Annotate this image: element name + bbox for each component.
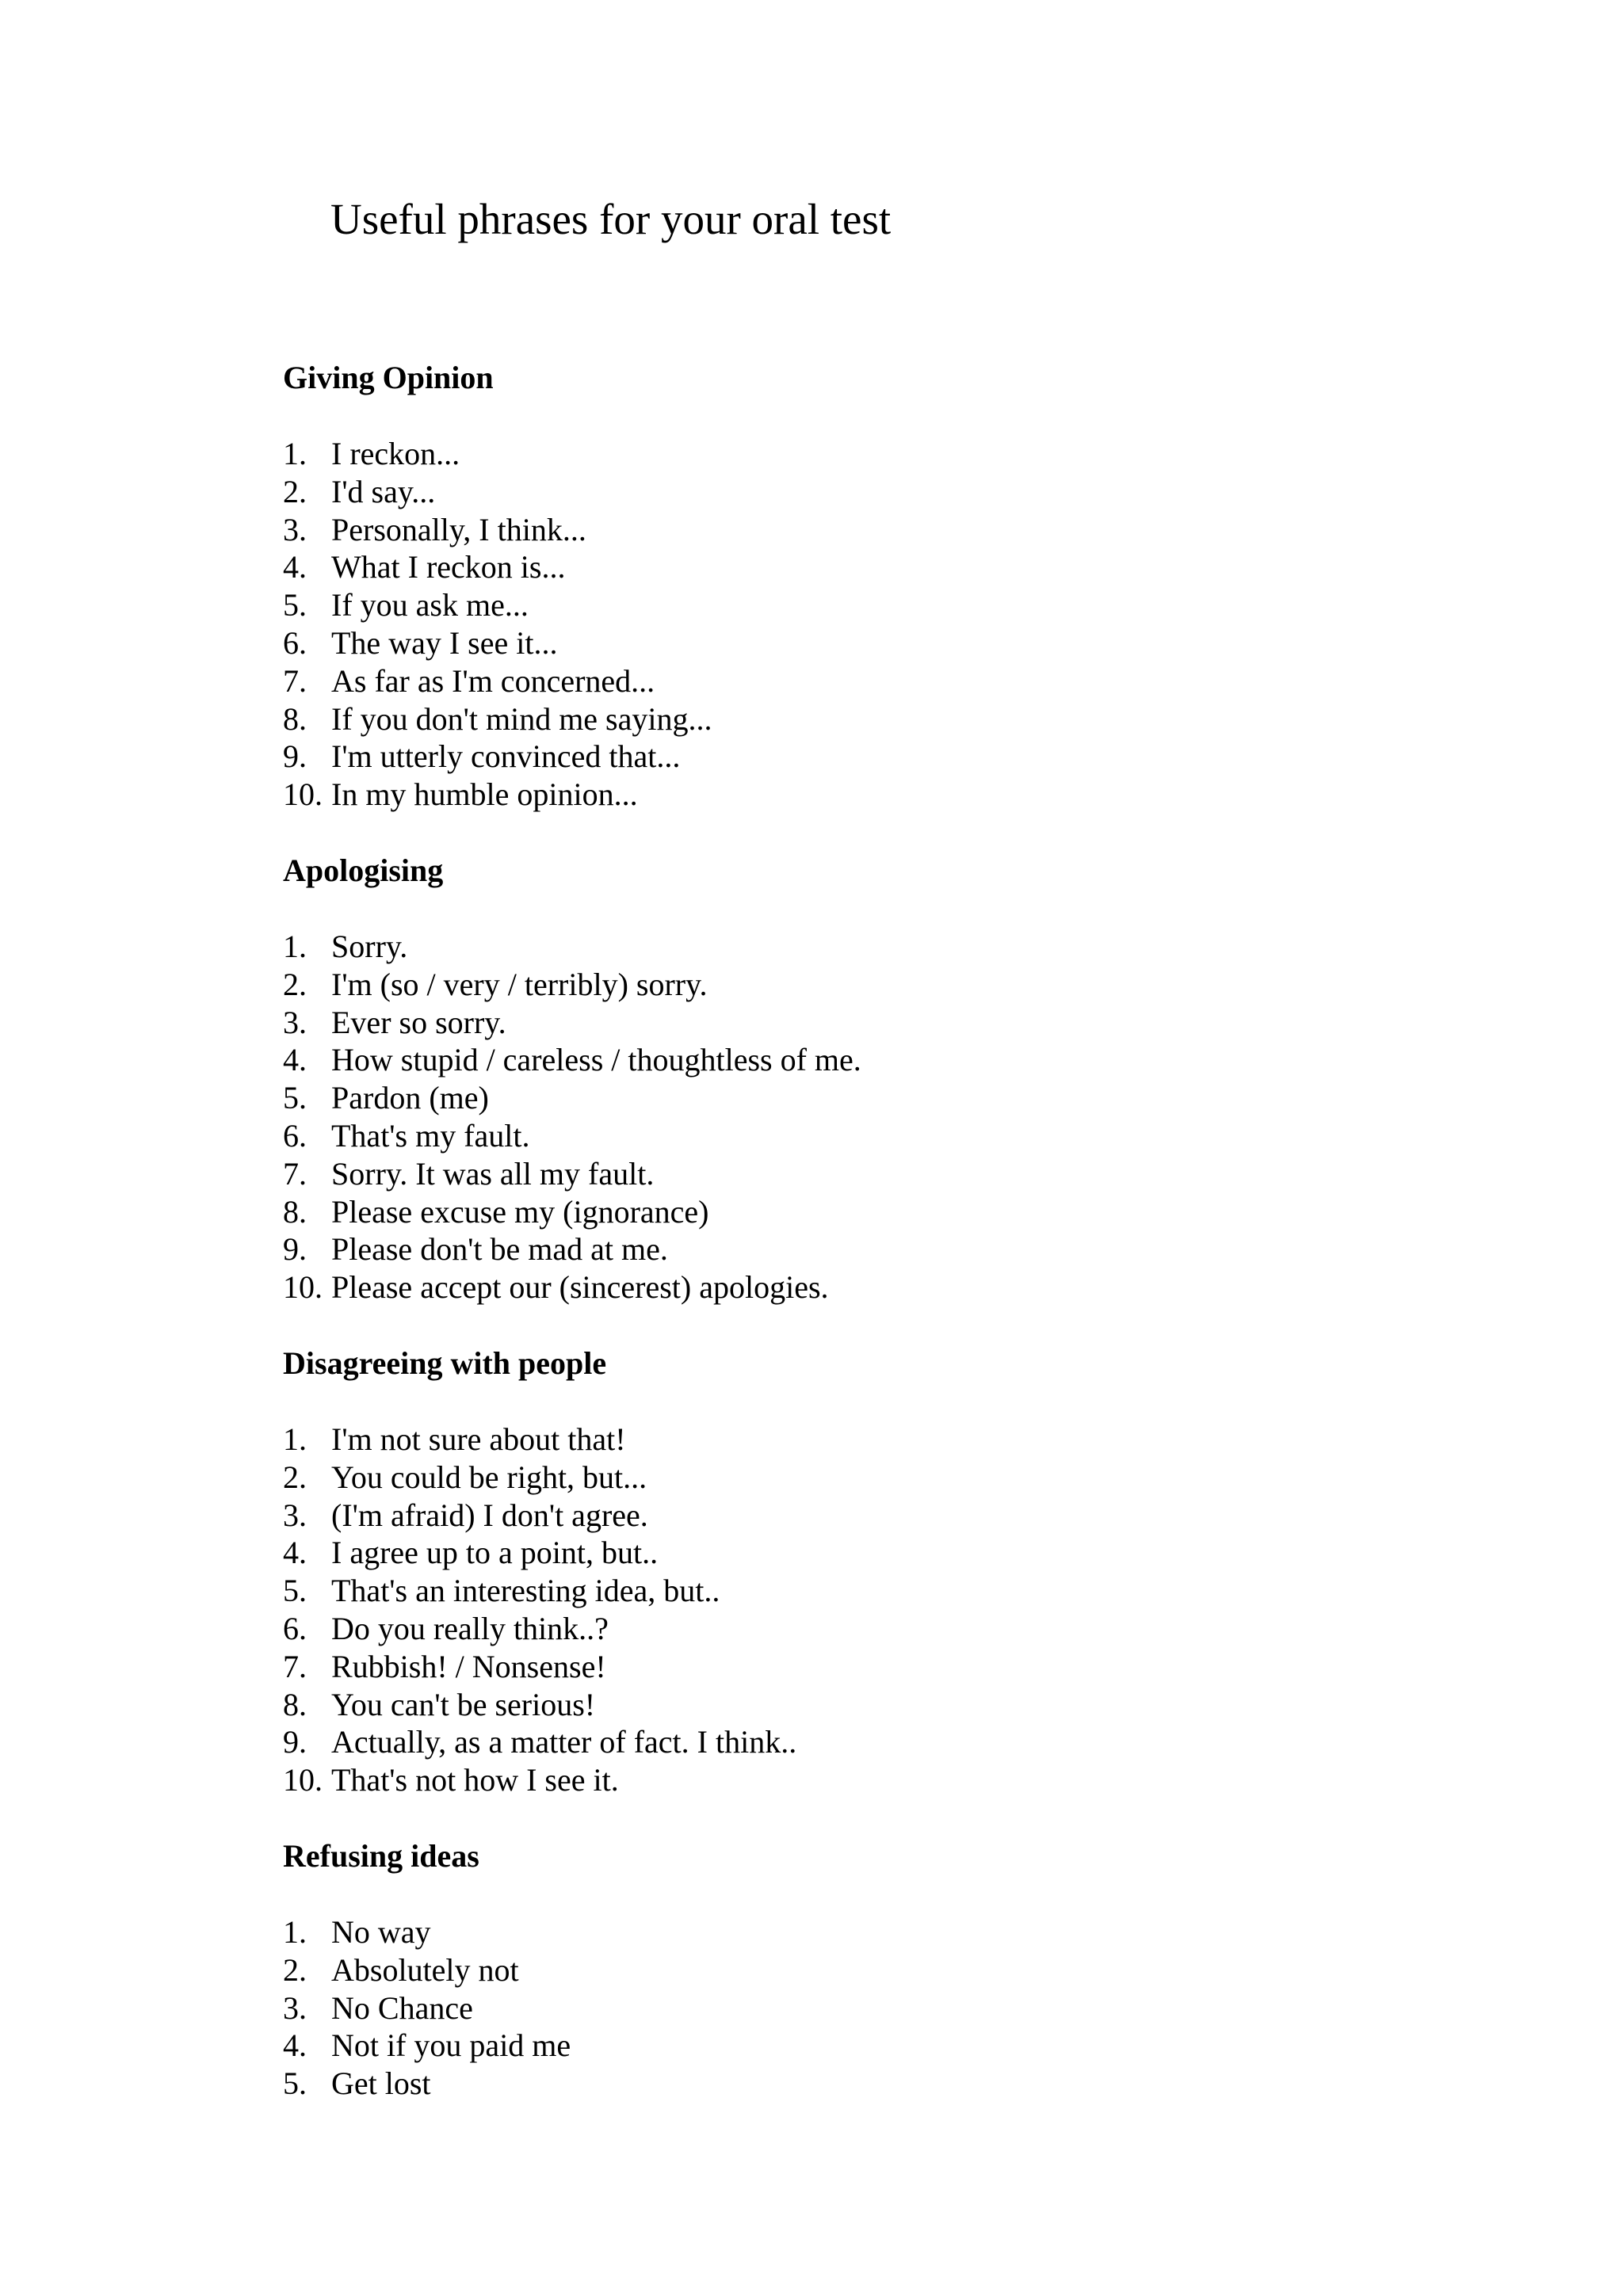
list-item	[283, 511, 1472, 549]
list-item-number: 8.	[283, 1193, 307, 1230]
list-item-number: 1.	[283, 1914, 307, 1950]
list-item-number: 5.	[283, 1573, 307, 1609]
list-item-number: 8.	[283, 1686, 307, 1722]
list-item-text: The way I see it...	[331, 624, 558, 661]
list-item	[283, 1951, 1472, 1989]
list-item-number: 3.	[283, 1989, 307, 2026]
section-heading: Refusing ideas	[283, 1838, 479, 1874]
list-item-text: I'm (so / very / terribly) sorry.	[331, 966, 708, 1002]
list-item	[283, 473, 1472, 511]
section-heading: Giving Opinion	[283, 360, 494, 395]
list-item-number: 5.	[283, 2065, 307, 2102]
list-item	[283, 1913, 1472, 1951]
list-item-text: If you don't mind me saying...	[331, 700, 712, 737]
section-heading: Disagreeing with people	[283, 1345, 607, 1381]
list-item-text: No way	[331, 1914, 431, 1950]
list-item-number: 8.	[283, 700, 307, 737]
list-item-number: 3.	[283, 511, 307, 547]
list-item-text: What I reckon is...	[331, 549, 566, 585]
list-item-text: As far as I'm concerned...	[331, 662, 655, 699]
list-item-text: Not if you paid me	[331, 2027, 571, 2064]
list-item-text: Sorry. It was all my fault.	[331, 1155, 655, 1192]
list-item	[283, 435, 1472, 473]
list-item	[283, 548, 1472, 586]
list-item	[283, 2065, 1472, 2103]
list-item-text: Absolutely not	[331, 1951, 519, 1988]
list-item-number: 9.	[283, 738, 307, 775]
list-item-text: Sorry.	[331, 929, 408, 964]
phrase-list	[283, 435, 1472, 814]
list-item-text: Get lost	[331, 2065, 431, 2102]
list-item	[283, 1079, 1472, 1117]
list-item-number: 6.	[283, 1117, 307, 1154]
list-item	[283, 1459, 1472, 1497]
list-item	[283, 1723, 1472, 1761]
list-item	[283, 928, 1472, 966]
section-heading: Apologising	[283, 852, 444, 888]
list-item-number: 5.	[283, 1080, 307, 1116]
list-item-text: You could be right, but...	[331, 1459, 647, 1495]
list-item	[283, 1193, 1472, 1231]
document-title: Useful phrases for your oral test	[330, 195, 892, 243]
list-item-text: No Chance	[331, 1989, 473, 2026]
list-item-number: 1.	[283, 436, 307, 471]
list-item	[283, 1648, 1472, 1686]
list-item	[283, 1421, 1472, 1459]
list-item-number: 10.	[283, 1762, 323, 1798]
list-item	[283, 1268, 1472, 1306]
list-item	[283, 700, 1472, 738]
list-item-number: 7.	[283, 1648, 307, 1684]
list-item-number: 7.	[283, 1155, 307, 1192]
list-item-text: Please excuse my (ignorance)	[331, 1193, 709, 1230]
list-item-number: 5.	[283, 587, 307, 624]
list-item-text: I agree up to a point, but..	[331, 1535, 659, 1571]
list-item-text: That's my fault.	[331, 1117, 530, 1154]
list-item-number: 4.	[283, 2027, 307, 2064]
list-item	[283, 1155, 1472, 1193]
list-item-text: I'm not sure about that!	[331, 1421, 626, 1457]
list-item	[283, 738, 1472, 776]
list-item-text: If you ask me...	[331, 587, 529, 624]
list-item	[283, 966, 1472, 1004]
section-disagreeing	[283, 1344, 1472, 1799]
list-item-number: 1.	[283, 1421, 307, 1457]
phrase-list	[283, 1421, 1472, 1799]
list-item	[283, 1534, 1472, 1572]
section-refusing-ideas	[283, 1837, 1472, 2103]
list-item-number: 2.	[283, 1459, 307, 1495]
list-item	[283, 624, 1472, 662]
list-item-number: 1.	[283, 929, 307, 964]
list-item-number: 9.	[283, 1231, 307, 1268]
list-item-text: Actually, as a matter of fact. I think..	[331, 1724, 797, 1760]
section-apologising	[283, 852, 1472, 1306]
list-item-text: I'm utterly convinced that...	[331, 738, 681, 775]
list-item-number: 10.	[283, 1269, 323, 1306]
list-item	[283, 1610, 1472, 1648]
list-item-text: Ever so sorry.	[331, 1004, 506, 1040]
list-item-number: 2.	[283, 1951, 307, 1988]
list-item-number: 9.	[283, 1724, 307, 1760]
list-item	[283, 1686, 1472, 1724]
list-item-text: Rubbish! / Nonsense!	[331, 1648, 606, 1684]
list-item-number: 4.	[283, 1535, 307, 1571]
list-item-text: That's not how I see it.	[331, 1762, 619, 1798]
list-item-number: 6.	[283, 624, 307, 661]
list-item-text: Please accept our (sincerest) apologies.	[331, 1269, 829, 1306]
list-item-text: Personally, I think...	[331, 511, 586, 547]
list-item	[283, 1230, 1472, 1268]
list-item	[283, 586, 1472, 624]
list-item	[283, 1004, 1472, 1042]
list-item	[283, 662, 1472, 700]
list-item-text: You can't be serious!	[331, 1686, 596, 1722]
list-item-text: Do you really think..?	[331, 1610, 609, 1646]
list-item-number: 3.	[283, 1497, 307, 1533]
list-item-text: (I'm afraid) I don't agree.	[331, 1497, 648, 1533]
list-item-number: 10.	[283, 776, 323, 813]
list-item	[283, 2027, 1472, 2065]
list-item	[283, 1572, 1472, 1610]
list-item-text: I'd say...	[331, 473, 436, 509]
list-item	[283, 1117, 1472, 1155]
list-item-number: 4.	[283, 1042, 307, 1078]
phrase-list	[283, 1913, 1472, 2103]
phrase-list	[283, 928, 1472, 1306]
list-item	[283, 1761, 1472, 1799]
list-item-text: In my humble opinion...	[331, 776, 638, 813]
list-item	[283, 776, 1472, 814]
list-item-text: That's an interesting idea, but..	[331, 1573, 720, 1609]
list-item	[283, 1041, 1472, 1079]
list-item-number: 6.	[283, 1610, 307, 1646]
list-item-text: I reckon...	[331, 436, 460, 471]
list-item	[283, 1497, 1472, 1535]
list-item-text: Please don't be mad at me.	[331, 1231, 668, 1268]
list-item-number: 7.	[283, 662, 307, 699]
list-item-number: 4.	[283, 549, 307, 585]
list-item-number: 2.	[283, 966, 307, 1002]
section-giving-opinion	[283, 359, 1472, 814]
list-item-text: How stupid / careless / thoughtless of me.	[331, 1042, 861, 1078]
list-item-number: 2.	[283, 473, 307, 509]
list-item	[283, 1989, 1472, 2027]
list-item-text: Pardon (me)	[331, 1080, 489, 1116]
list-item-number: 3.	[283, 1004, 307, 1040]
